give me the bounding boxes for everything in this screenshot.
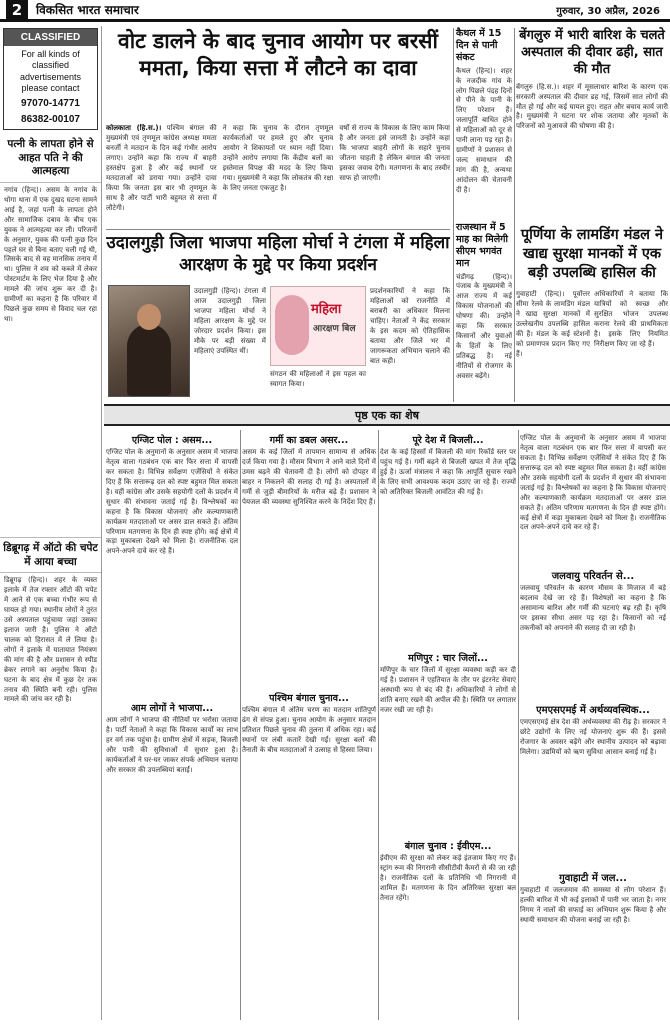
main-story-col-1	[106, 124, 217, 226]
aam-body: आम लोगों ने भाजपा की नीतियों पर भरोसा जताया है। पार्टी नेताओं ने कहा कि विकास कार्यों का लाभ हर वर्ग तक पहुंचा है। ग्रामीण क्षेत्रों में सड़क, बिजली और पानी की सुविधाओं में सुधार हुआ है। कार्यकर्ताओं ने घर-घर जाकर संपर्क अभियान चलाया और सरकार की उपलब्धियां बताईं।	[106, 716, 238, 774]
column-rule	[240, 430, 241, 1020]
issue-date: गुरुवार, 30 अप्रैल, 2026	[556, 5, 660, 17]
main-story-body	[106, 124, 450, 226]
cont-col-4-body: एग्जिट पोल के अनुमानों के अनुसार असम में भाजपा नेतृत्व वाला गठबंधन एक बार फिर सत्ता में वापसी कर सकता है। विभिन्न सर्वेक्षण एजेंसियों ने संकेत दिए हैं कि सत्तारूढ़ दल को स्पष्ट बहुमत मिल सकता है। वहीं कांग्रेस और उसके सहयोगी दलों के प्रदर्शन में सुधार की संभावना जताई गई है। विश्लेषकों का कहना है कि विकास योजनाएं और कल्याणकारी कार्यक्रम मतदाताओं पर असर डाल सकते हैं। अंतिम परिणाम मतगणना के दिन ही स्पष्ट होंगे। कई क्षेत्रों में कड़ा मुकाबला देखने को मिला है। राजनीतिक दल अपने-अपने दावे कर रहे हैं।	[520, 434, 666, 532]
left-column	[0, 26, 102, 1020]
aam-title: आम लोगों ने भाजपा...	[130, 703, 214, 714]
purnia-col-1: गुवाहाटी (हिन्द)। पूर्वोत्तर सीमा रेलवे के लामडिंग मंडल ने खाद्य सुरक्षा मानकों में उल्लेखनीय उपलब्धि हासिल की है। मंडल के कई स्टेशनों को प्रमाणपत्र प्रदान किए गए हैं।	[516, 290, 590, 358]
bengal2-body: ईवीएम की सुरक्षा को लेकर कड़े इंतजाम किए गए हैं। स्ट्रांग रूम की निगरानी सीसीटीवी कैमरों से की जा रही है। राजनीतिक दलों के प्रतिनिधि भी निगरानी में शामिल हैं। मतगणना के दिन अतिरिक्त सुरक्षा बल तैनात रहेंगे।	[380, 854, 516, 902]
left-brief-2-headline: डिब्रूगढ़ में ऑटो की चपेट में आया बच्चा	[0, 537, 101, 573]
bengaluru-body: बेंगलुरु (हि.स.)। शहर में मूसलाधार बारिश के कारण एक सरकारी अस्पताल की दीवार ढह गई, जिसमें सात लोगों की मौत हो गई और कई घायल हुए। राहत और बचाव कार्य जारी है। मुख्यमंत्री ने घटना पर शोक जताया और मृतकों के परिजनों को मुआवजे की घोषणा की है।	[516, 82, 668, 131]
bengaluru-story	[516, 28, 668, 183]
graphic-figure	[275, 295, 309, 355]
protest-photo	[108, 285, 190, 397]
mahila-aarakshan-graphic	[270, 286, 366, 366]
guwahati-title: गुवाहाटी में जल...	[559, 873, 627, 884]
main-headline: वोट डालने के बाद चुनाव आयोग पर बरसीं ममता, किया सत्ता में लौटने का दावा	[118, 29, 438, 80]
bengal1-body: पश्चिम बंगाल में अंतिम चरण का मतदान शांतिपूर्ण ढंग से संपन्न हुआ। चुनाव आयोग के अनुसार मतदान प्रतिशत पिछले चुनाव की तुलना में अधिक रहा। कई स्थानों पर लंबी कतारें देखी गईं। सुरक्षा बलों की तैनाती के बीच मतदाताओं ने उत्साह से हिस्सा लिया।	[242, 706, 376, 754]
rajasthan-story	[456, 222, 512, 423]
purnia-headline: पूर्णिया के लामडिंग मंडल ने खाद्य सुरक्षा मानकों में एक बड़ी उपलब्धि हासिल की	[520, 227, 664, 281]
column-rule	[514, 28, 515, 402]
page-number: 2	[6, 0, 28, 20]
rajasthan-headline: राजस्थान में 5 माह का मिलेगी सीएम भगवंत मान	[456, 222, 508, 269]
main-story-col-2: ने कहा कि चुनाव के दौरान तृणमूल कार्यकर्ताओं पर हमले हुए और चुनाव आयोग ने शिकायतों पर ध्यान नहीं दिया। उन्होंने आरोप लगाया कि केंद्रीय बलों का इस्तेमाल विपक्ष की मदद के लिए किया गया। मुख्यमंत्री ने कहा कि लोकतंत्र की रक्षा के लिए जनता एकजुट है।	[222, 124, 334, 192]
purvadesh-section	[380, 433, 516, 648]
main-col-1-text: पश्चिम बंगाल की मुख्यमंत्री एवं तृणमूल कांग्रेस अध्यक्ष ममता बनर्जी ने मतदान के दिन कई गंभीर आरोप लगाए। उन्होंने कहा कि राज्य में बाहरी हस्तक्षेप हुआ है और कई स्थानों पर मतदाताओं को डराया गया। उन्होंने दावा किया कि जनता इस बार भी तृणमूल के साथ है और पार्टी भारी बहुमत से सत्ता में लौटेगी।	[106, 124, 217, 212]
aam-section	[106, 701, 238, 1016]
jalvayu-body: जलवायु परिवर्तन के कारण मौसम के मिजाज में बड़े बदलाव देखे जा रहे हैं। विशेषज्ञों का कहना है कि असामान्य बारिश और गर्मी की घटनाएं बढ़ रही हैं। कृषि पर इसका सीधा असर पड़ रहा है। किसानों को नई तकनीकों को अपनाने की सलाह दी जा रही है।	[520, 584, 666, 632]
cont-col-4-top	[520, 430, 666, 564]
bengal2-title: बंगाल चुनाव : ईवीएम...	[404, 841, 492, 852]
manipur-section	[380, 651, 516, 836]
cont-col-2	[242, 430, 376, 1020]
bengaluru-headline: बेंगलुरु में भारी बारिश के चलते अस्पताल की दीवार ढही, सात की मौत	[519, 28, 665, 77]
left-brief-2-body: डिब्रूगढ़ (हिन्द)। शहर के व्यस्त इलाके में तेज रफ्तार ऑटो की चपेट में आने से एक बच्चा गंभीर रूप से घायल हो गया। स्थानीय लोगों ने तुरंत उसे अस्पताल पहुंचाया जहां उसका इलाज जारी है। पुलिस ने ऑटो चालक को हिरासत में ले लिया है। लोगों ने इलाके में यातायात नियंत्रण की मांग की है और प्रशासन से स्पीड ब्रेकर लगाने का अनुरोध किया है। घटना के बाद क्षेत्र में कुछ देर तक तनाव की स्थिति बनी रही। पुलिस मामले की जांच कर रही है।	[4, 576, 97, 704]
main-story-col-3: वर्षों से राज्य के विकास के लिए काम किया है और जनता इसे जानती है। उन्होंने कहा कि भाजपा बाहरी लोगों के सहारे चुनाव जीतना चाहती है लेकिन बंगाल की जनता इसका जवाब देगी। मतगणना के बाद तस्वीर साफ हो जाएगी।	[339, 124, 450, 182]
purnia-col-2: अधिकारियों ने बताया कि यात्रियों को स्वच्छ और सुरक्षित भोजन उपलब्ध कराना रेलवे की प्राथमिकता है। इसके लिए नियमित निरीक्षण किए जा रहे हैं।	[594, 290, 668, 348]
purnia-body	[516, 290, 668, 400]
divider	[106, 229, 450, 230]
photo-figure	[127, 324, 171, 396]
ems-title: एमएसएमई में अर्थव्यवस्थिक...	[536, 705, 650, 716]
ems-body: एमएसएमई क्षेत्र देश की अर्थव्यवस्था की रीढ़ है। सरकार ने छोटे उद्योगों के लिए नई योजनाएं शुरू की हैं। इससे रोजगार के अवसर बढ़ेंगे और स्थानीय उत्पादन को बढ़ावा मिलेगा। उद्यमियों को ऋण सुविधा आसान बनाई गई है।	[520, 718, 666, 756]
udalguri-body-2: संगठन की महिलाओं ने इस पहल का स्वागत किया।	[270, 370, 366, 388]
classified-text: For all kinds of classified advertisements please contact	[19, 49, 82, 93]
exitpoll-title: एग्जिट पोल : असम...	[131, 435, 213, 446]
column-rule	[378, 430, 379, 1020]
manipur-title: मणिपुर : चार जिलों...	[408, 653, 488, 664]
bengal1-title: पश्चिम बंगाल चुनाव...	[269, 693, 349, 704]
udalguri-body-1: उदालगुड़ी (हिन्द)। टंगला में आज उदालगुड़ी जिला भाजपा महिला मोर्चा ने महिला आरक्षण के मुद्दे पर जोरदार प्रदर्शन किया। इस मौके पर बड़ी संख्या में महिलाएं उपस्थित थीं।	[194, 287, 266, 355]
exitpoll-body: एग्जिट पोल के अनुमानों के अनुसार असम में भाजपा नेतृत्व वाला गठबंधन एक बार फिर सत्ता में वापसी कर सकता है। विभिन्न सर्वेक्षण एजेंसियों ने संकेत दिए हैं कि सत्तारूढ़ दल को स्पष्ट बहुमत मिल सकता है। वहीं कांग्रेस और उसके सहयोगी दलों के प्रदर्शन में सुधार की संभावना जताई गई है। विश्लेषकों का कहना है कि विकास योजनाएं और कल्याणकारी कार्यक्रम मतदाताओं पर असर डाल सकते हैं। अंतिम परिणाम मतगणना के दिन ही स्पष्ट होंगे। कई क्षेत्रों में कड़ा मुकाबला देखने को मिला है। राजनीतिक दल अपने-अपने दावे कर रहे हैं।	[106, 448, 238, 556]
udalguri-headline: उदालगुड़ी जिला भाजपा महिला मोर्चा ने टंगला में महिला आरक्षण के मुद्दे पर किया प्रदर्शन	[106, 233, 450, 276]
graphic-subtitle: आरक्षण बिल	[313, 324, 356, 334]
bengal1-section	[242, 691, 376, 1016]
right-brief-body: कैथल (हिन्द)। शहर के नजदीक गांव के लोग पिछले पंद्रह दिनों से पीने के पानी के लिए परेशान हैं। जलापूर्ति बाधित होने से महिलाओं को दूर से पानी लाना पड़ रहा है। ग्रामीणों ने प्रशासन से जल्द समाधान की मांग की है, अन्यथा आंदोलन की चेतावनी दी है।	[456, 66, 512, 194]
column-rule	[453, 28, 454, 402]
column-rule	[518, 430, 519, 1020]
main-dateline: कोलकाता (हि.स.)।	[106, 124, 162, 132]
classified-box	[3, 28, 98, 130]
classified-phone-2: 86382-00107	[21, 114, 80, 125]
continuation-banner: पृष्ठ एक का शेष	[104, 404, 670, 426]
right-brief-headline: कैथल में 15 दिन से पानी संकट	[456, 28, 502, 63]
graphic-title: महिला	[311, 302, 342, 317]
masthead	[0, 0, 670, 22]
classified-phone-1: 97070-14771	[21, 98, 80, 109]
purvadesh-title: पूरे देश में बिजली...	[412, 435, 484, 446]
photo-head	[137, 304, 161, 330]
manipur-body: मणिपुर के चार जिलों में सुरक्षा व्यवस्था कड़ी कर दी गई है। प्रशासन ने एहतियात के तौर पर इंटरनेट सेवाएं अस्थायी रूप से बंद की हैं। अधिकारियों ने लोगों से शांति बनाए रखने की अपील की है। स्थिति पर लगातार नजर रखी जा रही है।	[380, 666, 516, 714]
guwahati-body: गुवाहाटी में जलजमाव की समस्या से लोग परेशान हैं। हल्की बारिश में भी कई इलाकों में पानी भर जाता है। नगर निगम ने नालों की सफाई का अभियान शुरू किया है और स्थायी समाधान की योजना बनाई जा रही है।	[520, 886, 666, 924]
udalguri-body-3: प्रदर्शनकारियों ने कहा कि महिलाओं को राजनीति में बराबरी का अधिकार मिलना चाहिए। नेताओं ने केंद्र सरकार के इस कदम को ऐतिहासिक बताया और जिले भर में जागरूकता अभियान चलाने की बात कही।	[370, 287, 450, 365]
purvadesh-body: देश के कई हिस्सों में बिजली की मांग रिकॉर्ड स्तर पर पहुंच गई है। गर्मी बढ़ने से बिजली खपत में तेज वृद्धि हुई है। ऊर्जा मंत्रालय ने कहा कि आपूर्ति सुचारु रखने के लिए सभी आवश्यक कदम उठाए जा रहे हैं। राज्यों को अतिरिक्त बिजली आवंटित की गई है।	[380, 448, 516, 496]
cont-col-1	[106, 430, 238, 1020]
bengal2-section	[380, 839, 516, 1014]
garmi-section	[242, 433, 376, 688]
right-brief	[456, 28, 512, 247]
garmi-body: असम के कई जिलों में तापमान सामान्य से अधिक दर्ज किया गया है। मौसम विभाग ने आने वाले दिनों में उमस बढ़ने की चेतावनी दी है। लोगों को दोपहर में बाहर न निकलने की सलाह दी गई है। अस्पतालों में गर्मी से जुड़ी बीमारियों के मरीज बढ़े हैं। प्रशासन ने पेयजल की व्यवस्था सुनिश्चित करने के निर्देश दिए हैं।	[242, 448, 376, 506]
newspaper-name: विकसित भारत समाचार	[36, 3, 139, 17]
garmi-title: गर्मी का डबल असर...	[269, 435, 349, 446]
left-brief-1-body: नगांव (हिन्द)। असम के नगांव के थोगा थाना में एक दुखद घटना सामने आई है, जहां पत्नी के लापता होने और सामाजिक दबाव के बीच एक युवक ने आत्महत्या कर ली। परिजनों के अनुसार, युवक की पत्नी कुछ दिन पहले घर से बिना बताए चली गई थी, जिसके बाद से वह मानसिक तनाव में था। पुलिस ने शव को कब्जे में लेकर पोस्टमार्टम के लिए भेज दिया है और मामले की जांच शुरू कर दी है। ग्रामीणों का कहना है कि परिवार में पिछले कुछ समय से विवाद चल रहा था।	[4, 185, 97, 324]
left-brief-1-headline: पत्नी के लापता होने से आहत पति ने की आत्महत्या	[0, 134, 101, 183]
exitpoll-section	[106, 433, 238, 698]
jalvayu-title: जलवायु परिवर्तन से...	[551, 571, 635, 582]
rajasthan-body: चंडीगढ़ (हिन्द)। पंजाब के मुख्यमंत्री ने आज राज्य में कई विकास योजनाओं की घोषणा की। उन्होंने कहा कि सरकार किसानों और युवाओं के हितों के लिए प्रतिबद्ध है। नई नीतियों से रोजगार के अवसर बढ़ेंगे।	[456, 272, 512, 380]
cont-col-3	[380, 430, 516, 1020]
classified-title: CLASSIFIED	[4, 29, 97, 46]
